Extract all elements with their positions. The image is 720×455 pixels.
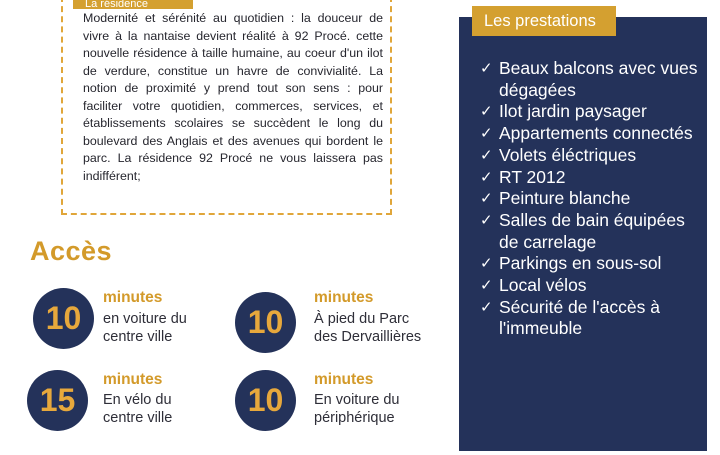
check-icon: ✓	[480, 167, 493, 186]
check-icon: ✓	[480, 297, 493, 316]
minutes-circle: 15	[27, 370, 88, 431]
list-item	[480, 145, 698, 167]
acces-title: Accès	[30, 236, 113, 266]
acces-description: en voiture du centre ville	[103, 311, 187, 345]
acces-description: En voiture du périphérique	[314, 392, 400, 426]
list-item	[480, 167, 698, 189]
list-item-label: Local vélos	[499, 275, 587, 296]
minutes-circle: 10	[235, 292, 296, 353]
list-item	[480, 188, 698, 210]
check-icon: ✓	[480, 145, 493, 164]
list-item-label: RT 2012	[499, 166, 566, 187]
minutes-label: minutes	[314, 289, 374, 306]
list-item-label: Sécurité de l'accès à l'immeuble	[499, 296, 660, 339]
check-icon: ✓	[480, 276, 493, 295]
check-icon: ✓	[480, 254, 493, 273]
list-item-label: Salles de bain équipées de carrelage	[499, 209, 685, 252]
list-item	[480, 275, 698, 297]
list-item	[480, 253, 698, 275]
list-item	[480, 101, 698, 123]
check-icon: ✓	[480, 59, 493, 77]
list-item-label: Appartements connectés	[499, 123, 693, 144]
prestations-tab: Les prestations	[472, 6, 616, 36]
list-item-label: Parkings en sous-sol	[499, 253, 662, 274]
residence-tab: La résidence	[73, 0, 193, 9]
minutes-circle: 10	[235, 370, 296, 431]
list-item	[480, 210, 698, 253]
list-item	[480, 123, 698, 145]
check-icon: ✓	[480, 189, 493, 208]
minutes-label: minutes	[103, 289, 163, 306]
list-item	[480, 297, 698, 340]
minutes-label: minutes	[103, 371, 163, 388]
list-item	[480, 58, 698, 101]
check-icon: ✓	[480, 102, 493, 121]
acces-description: À pied du Parc des Dervaillières	[314, 311, 422, 345]
prestations-list	[480, 58, 698, 340]
minutes-label: minutes	[314, 371, 374, 388]
check-icon: ✓	[480, 210, 493, 229]
list-item-label: Volets éléctriques	[499, 144, 637, 165]
minutes-circle: 10	[33, 288, 94, 349]
list-item-label: Beaux balcons avec vues dégagées	[499, 58, 698, 100]
list-item-label: Ilot jardin paysager	[499, 101, 647, 122]
residence-description: Modernité et sérénité au quotidien : la douceur de vivre à la nantaise devient réalité à 92 Procé. cette nouvelle résidence à taille humaine, au coeur d'un ilot de verdure, constitue un havre de convivialité. La notion de proximité y prend tout son sens : pour faciliter votre quotidien, commerces, services, et établissements scolaires se succèdent le long du boulevard des Anglais et des avenues qui bordent le parc. La résidence 92 Procé ne vous laissera pas indifférent;	[83, 11, 383, 183]
check-icon: ✓	[480, 124, 493, 143]
acces-description: En vélo du centre ville	[103, 392, 173, 426]
list-item-label: Peinture blanche	[499, 188, 631, 209]
